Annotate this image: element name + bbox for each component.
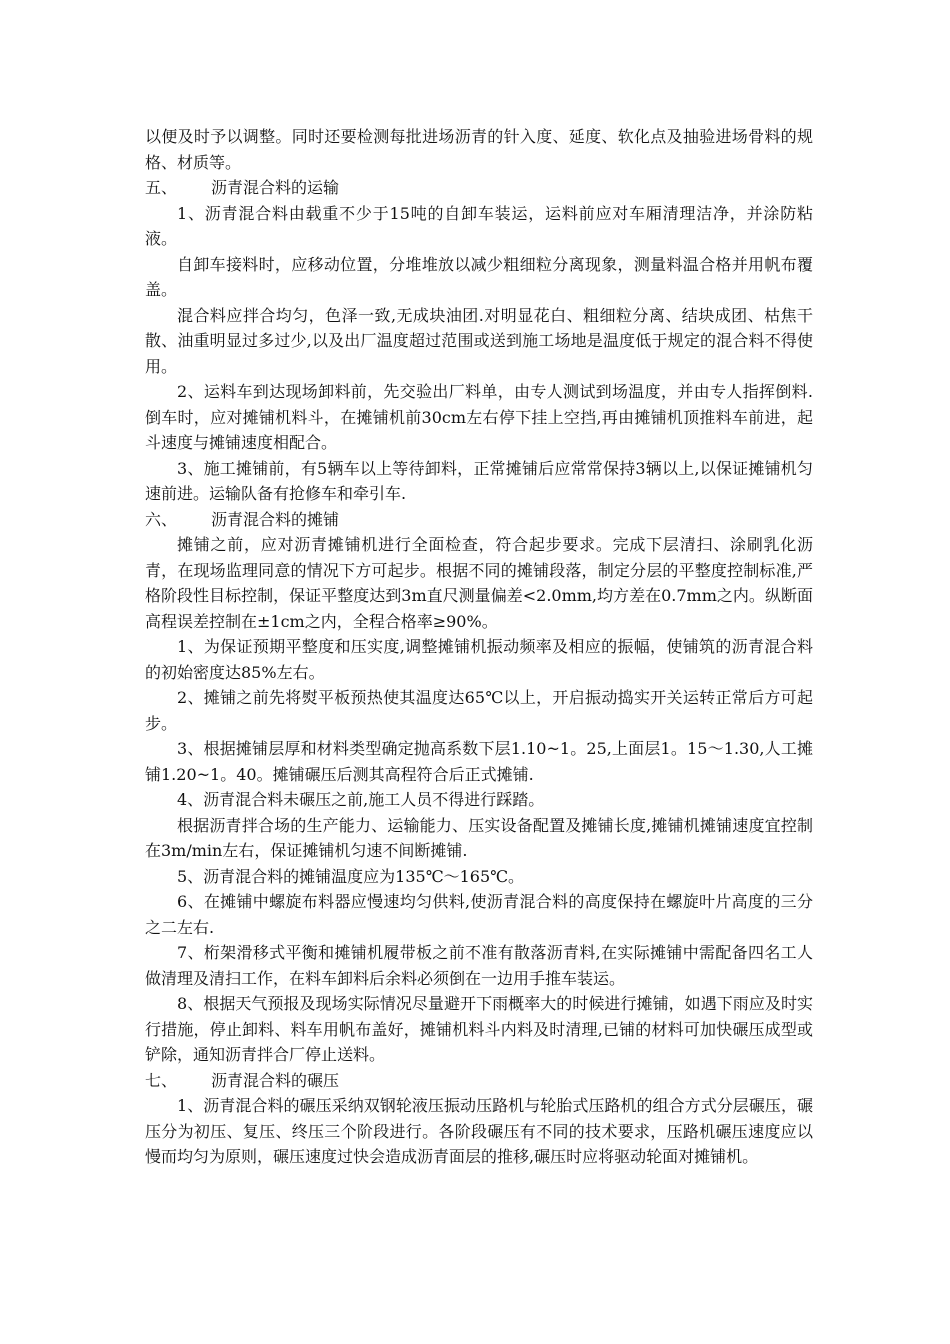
paragraph: 3、根据摊铺层厚和材料类型确定抛高系数下层1.10~1。25,上面层1。15～1.30,人工摊铺1.20~1。40。摊铺碾压后测其高程符合后正式摊铺. bbox=[145, 739, 813, 784]
section-title: 沥青混合料的碾压 bbox=[211, 1070, 340, 1090]
paragraph: 7、桁架滑移式平衡和摊铺机履带板之前不准有散落沥青料,在实际摊铺中需配备四名工人做清理及清扫工作，在料车卸料后余料必须倒在一边用手推车装运。 bbox=[145, 943, 813, 988]
section-heading bbox=[145, 1068, 813, 1094]
paragraph: 以便及时予以调整。同时还要检测每批进场沥青的针入度、延度、软化点及抽验进场骨料的规格、材质等。 bbox=[145, 127, 813, 172]
section-heading bbox=[145, 507, 813, 533]
paragraph: 1、沥青混合料的碾压采纳双钢轮液压振动压路机与轮胎式压路机的组合方式分层碾压，碾压分为初压、复压、终压三个阶段进行。各阶段碾压有不同的技术要求，压路机碾压速度应以慢而均匀为原则，碾压速度过快会造成沥青面层的推移,碾压时应将驱动轮面对摊铺机。 bbox=[145, 1096, 813, 1166]
section-title: 沥青混合料的运输 bbox=[211, 178, 340, 197]
paragraph: 2、摊铺之前先将熨平板预热使其温度达65℃以上，开启振动捣实开关运转正常后方可起步。 bbox=[145, 688, 813, 733]
paragraph: 6、在摊铺中螺旋布料器应慢速均匀供料,使沥青混合料的高度保持在螺旋叶片高度的三分之二左右. bbox=[145, 892, 813, 937]
paragraph: 自卸车接料时，应移动位置，分堆堆放以减少粗细粒分离现象，测量料温合格并用帆布覆盖。 bbox=[145, 254, 813, 299]
paragraph: 5、沥青混合料的摊铺温度应为135℃～165℃。 bbox=[177, 866, 525, 886]
section-number: 五、 bbox=[145, 178, 178, 197]
paragraph: 混合料应拌合均匀，色泽一致,无成块油团.对明显花白、粗细粒分离、结块成团、枯焦干散、油重明显过多过少,以及出厂温度超过范围或送到施工场地是温度低于规定的混合料不得使用。 bbox=[145, 305, 813, 376]
paragraph: 根据沥青拌合场的生产能力、运输能力、压实设备配置及摊铺长度,摊铺机摊铺速度宜控制在3m/min左右，保证摊铺机匀速不间断摊铺. bbox=[145, 815, 813, 860]
document-body bbox=[145, 124, 813, 1170]
paragraph: 摊铺之前，应对沥青摊铺机进行全面检查，符合起步要求。完成下层清扫、涂刷乳化沥青，在现场监理同意的情况下方可起步。根据不同的摊铺段落，制定分层的平整度控制标准,严格阶段性目标控制，保证平整度达到3m直尺测量偏差<2.0mm,均方差在0.7mm之内。纵断面高程误差控制在±1cm之内，全程合格率≥90%。 bbox=[145, 535, 813, 631]
paragraph: 4、沥青混合料未碾压之前,施工人员不得进行踩踏。 bbox=[177, 790, 545, 809]
paragraph: 1、为保证预期平整度和压实度,调整摊铺机振动频率及相应的振幅，使铺筑的沥青混合料的初始密度达85%左右。 bbox=[145, 637, 813, 682]
paragraph: 8、根据天气预报及现场实际情况尽量避开下雨概率大的时候进行摊铺，如遇下雨应及时实行措施，停止卸料、料车用帆布盖好，摊铺机料斗内料及时清理,已铺的材料可加快碾压成型或铲除，通知沥青拌合厂停止送料。 bbox=[145, 994, 813, 1064]
section-title: 沥青混合料的摊铺 bbox=[211, 509, 340, 529]
paragraph: 3、施工摊铺前，有5辆车以上等待卸料，正常摊铺后应常常保持3辆以上,以保证摊铺机匀速前进。运输队备有抢修车和牵引车. bbox=[145, 458, 813, 503]
section-number: 六、 bbox=[145, 509, 178, 529]
paragraph: 2、运料车到达现场卸料前，先交验出厂料单，由专人测试到场温度，并由专人指挥倒料.倒车时，应对摊铺机料斗，在摊铺机前30cm左右停下挂上空挡,再由摊铺机顶推料车前进，起斗速度与摊铺速度相配合。 bbox=[145, 382, 813, 452]
paragraph: 1、沥青混合料由载重不少于15吨的自卸车装运，运料前应对车厢清理洁净，并涂防粘液。 bbox=[145, 203, 813, 248]
section-heading bbox=[145, 175, 813, 201]
section-number: 七、 bbox=[145, 1070, 178, 1090]
